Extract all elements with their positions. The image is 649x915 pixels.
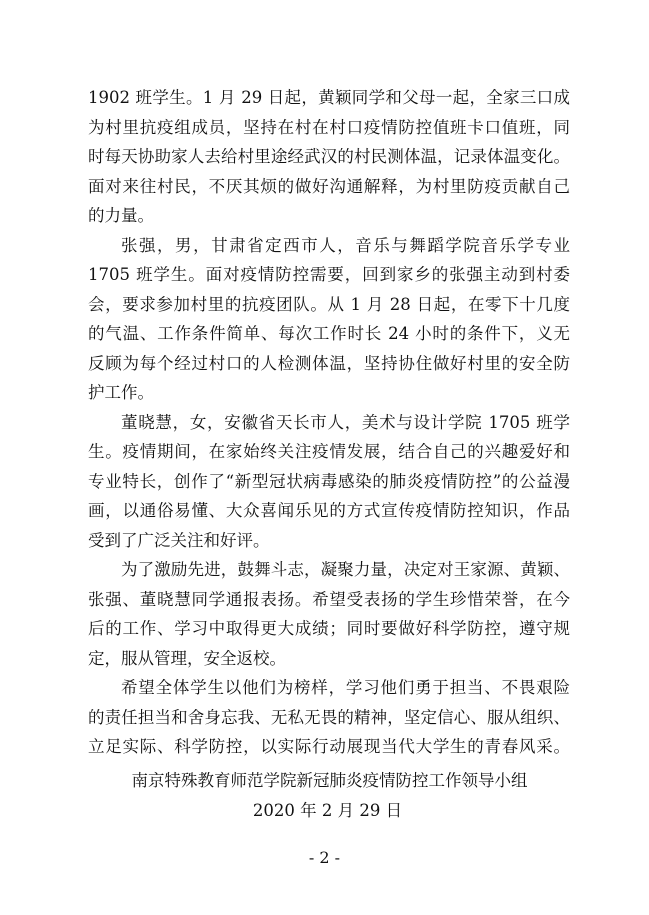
text-line: 专业特长，创作了“新型冠状病毒感染的肺炎疫情防控”的公益漫 [88, 471, 570, 491]
paragraph-closing-hope [88, 673, 570, 762]
page-number: - 2 - [308, 848, 341, 867]
signature-block [0, 766, 649, 825]
text-line: 反顾为每个经过村口的人检测体温，坚持协住做好村里的安全防 [88, 353, 570, 373]
signing-organization: 南京特殊教育师范学院新冠肺炎疫情防控工作领导小组 [131, 771, 528, 790]
text-line: 时每天协助家人去给村里途经武汉的村民测体温，记录体温变化。 [88, 147, 570, 166]
paragraph-zhang-qiang [88, 231, 570, 408]
text-line: 受到了广泛关注和好评。 [88, 530, 270, 550]
text-line: 为了激励先进，鼓舞斗志，凝聚力量，决定对王家源、黄颖、 [121, 560, 570, 579]
text-line: 立足实际、科学防控，以实际行动展现当代大学生的青春风采。 [88, 737, 570, 756]
text-line: 定，服从管理，安全返校。 [88, 648, 286, 668]
text-line: 的气温、工作条件简单、每次工作时长 24 小时的条件下，义无 [88, 324, 570, 343]
signing-date: 2020 年 2 月 29 日 [252, 800, 403, 820]
text-line: 董晓慧，女，安徽省天长市人，美术与设计学院 1705 班学 [121, 412, 570, 432]
text-line: 的力量。 [88, 206, 154, 225]
paragraph-huang-ying-continued [88, 83, 570, 231]
text-line: 会，要求参加村里的抗疫团队。从 1 月 28 日起，在零下十几度 [88, 294, 570, 314]
text-line: 1705 班学生。面对疫情防控需要，回到家乡的张强主动到村委 [88, 265, 570, 284]
text-line: 护工作。 [88, 383, 154, 402]
text-line: 的责任担当和舍身忘我、无私无畏的精神，坚定信心、服从组织、 [88, 707, 570, 727]
text-line: 张强，男，甘肃省定西市人，音乐与舞蹈学院音乐学专业 [121, 235, 570, 255]
text-line: 后的工作、学习中取得更大成绩；同时要做好科学防控，遵守规 [88, 619, 570, 638]
text-line: 生。疫情期间，在家始终关注疫情发展，结合自己的兴趣爱好和 [88, 442, 570, 461]
text-line: 为村里抗疫组成员，坚持在村在村口疫情防控值班卡口值班，同 [88, 117, 570, 137]
text-line: 张强、董晓慧同学通报表扬。希望受表扬的学生珍惜荣誉，在今 [88, 589, 570, 609]
text-line: 画，以通俗易懂、大众喜闻乐见的方式宣传疫情防控知识，作品 [88, 501, 570, 520]
document-body [88, 83, 570, 762]
text-line: 希望全体学生以他们为榜样，学习他们勇于担当、不畏艰险 [121, 678, 570, 697]
paragraph-dong-xiaohui [88, 408, 570, 556]
text-line: 面对来往村民，不厌其烦的做好沟通解释，为村里防疫贡献自己 [88, 176, 570, 196]
text-line: 1902 班学生。1 月 29 日起，黄颖同学和父母一起，全家三口成 [88, 88, 570, 107]
paragraph-commendation [88, 555, 570, 673]
